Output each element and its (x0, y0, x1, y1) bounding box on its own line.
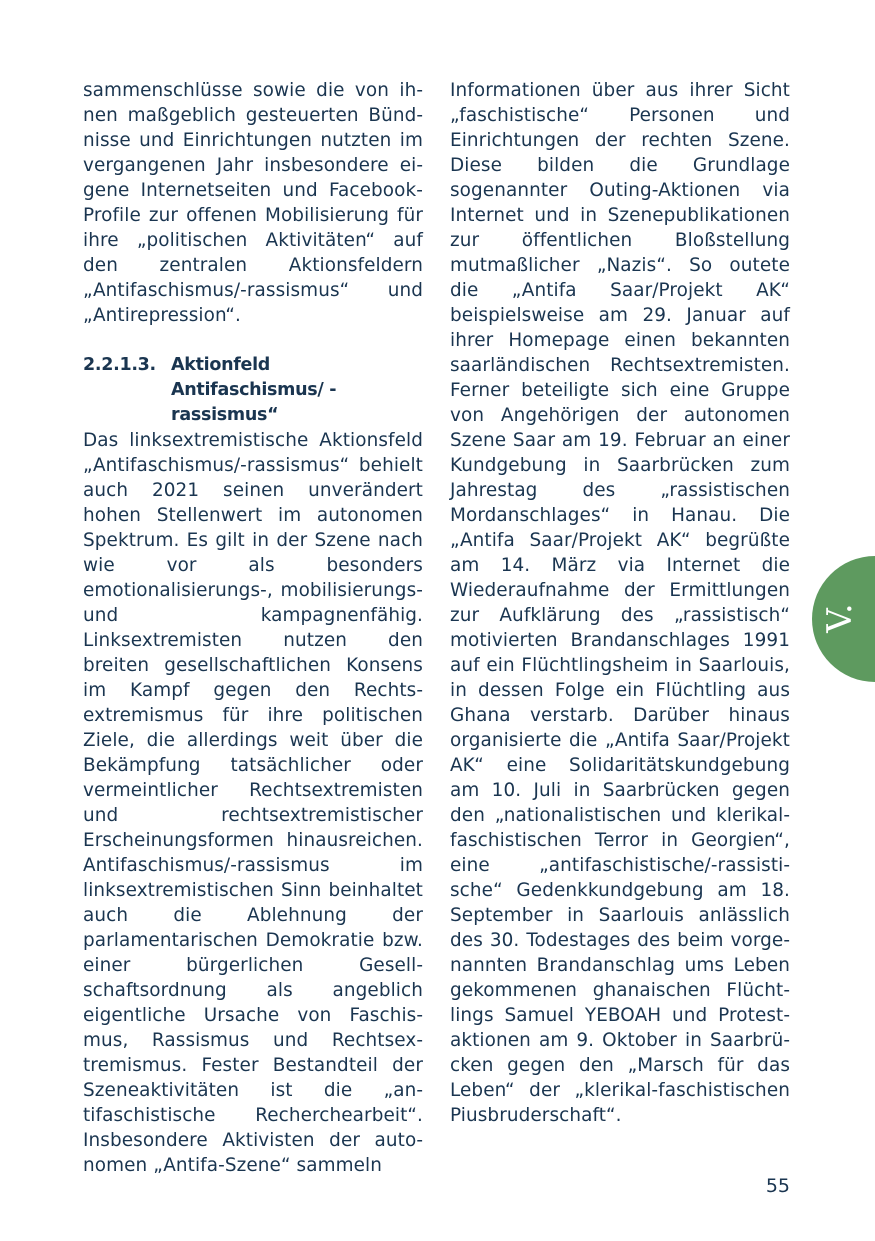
section-number: 2.2.1.3. (83, 355, 156, 375)
section-title: Aktionfeld Antifaschismus/ -rassismus“ (171, 355, 337, 425)
intro-paragraph: sammenschlüsse sowie die von ihnen maßgeblich gesteuerten Bündnisse und Einrichtungen nutzten im vergangenen Jahr insbesondere eigene Internetseiten und Facebook-Profile zur offenen Mobilisierung für ihre „politischen Aktivitäten“ auf den zentralen Aktionsfeldern „Antifaschismus/-rassismus“ und „Antirepression“. (83, 80, 423, 326)
body-paragraph: Das linksextremistische Aktionsfeld „Antifaschismus/-rassismus“ behielt auch 2021 seinen unverändert hohen Stellenwert im autonomen Spektrum. Es gilt in der Szene nach wie vor als besonders emotionalisierungs-, mobilisierungs- und kampagnenfähig. Linksextremisten nutzen den breiten gesellschaftlichen Konsens im Kampf gegen den Rechtsextremismus für ihre politischen Ziele, die allerdings weit über die Bekämpfung tatsächlicher oder vermeintlicher Rechtsextremisten und rechtsextremistischer Erscheinungsformen hinausreichen. Antifaschismus/-rassismus im linksextremistischen Sinn beinhaltet auch die Ablehnung der parlamentarischen Demokratie bzw. einer bürgerlichen Gesellschaftsordnung als angeblich eigentliche Ursache von Faschismus, Rassismus und Rechtsextremismus. Fester Bestandteil der Szeneaktivitäten ist die „antifaschistische Recherchearbeit“. Insbesondere Aktivisten der autonomen „Antifa-Szene“ sammeln (83, 430, 423, 1176)
chapter-tab-label: V. (820, 603, 860, 633)
page-number: 55 (765, 1175, 790, 1197)
right-column (450, 78, 790, 1128)
section-heading (83, 353, 423, 428)
left-column (83, 78, 423, 1178)
right-paragraph: Informationen über aus ihrer Sicht „faschistische“ Personen und Einrichtungen der rechten Szene. Diese bilden die Grundlage sogenannter Outing-Aktionen via Internet und in Szenepublikationen zur öffentlichen Bloßstellung mutmaßlicher „Nazis“. So outete die „Antifa Saar/Projekt AK“ beispielsweise am 29. Januar auf ihrer Homepage einen bekannten saarländischen Rechtsextremisten. Ferner beteiligte sich eine Gruppe von Angehörigen der autonomen Szene Saar am 19. Februar an einer Kundgebung in Saarbrücken zum Jahrestag des „rassistischen Mordanschlages“ in Hanau. Die „Antifa Saar/Projekt AK“ begrüßte am 14. März via Internet die Wiederaufnahme der Ermittlungen zur Aufklärung des „rassistisch“ motivierten Brandanschlages 1991 auf ein Flüchtlingsheim in Saarlouis, in dessen Folge ein Flüchtling aus Ghana verstarb. Darüber hinaus organisierte die „Antifa Saar/Projekt AK“ eine Solidaritätskundgebung am 10. Juli in Saarbrücken gegen den „nationalistischen und klerikalfaschistischen Terror in Georgien“, eine „antifaschistische/-rassistische“ Gedenkkundgebung am 18. September in Saarlouis anlässlich des 30. Todestages des beim vorgenannten Brandanschlag ums Leben gekommenen ghanaischen Flüchtlings Samuel YEBOAH und Protestaktionen am 9. Oktober in Saarbrücken gegen den „Marsch für das Leben“ der „klerikal-faschistischen Piusbruderschaft“. (450, 80, 790, 1126)
